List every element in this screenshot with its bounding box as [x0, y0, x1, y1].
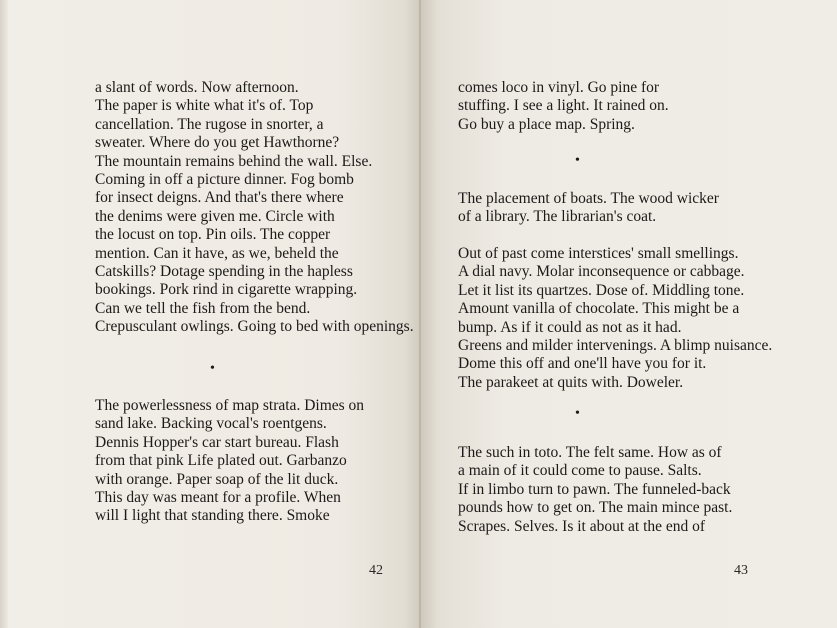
- text-line: a slant of words. Now afternoon.: [95, 79, 299, 96]
- text-line: Out of past come interstices' small smellings.: [458, 245, 739, 262]
- text-line: A dial navy. Molar inconsequence or cabbage.: [458, 263, 745, 281]
- text-line: The such in toto. The felt same. How as of: [458, 444, 722, 461]
- text-line: the locust on top. Pin oils. The copper: [95, 226, 331, 244]
- text-line: The mountain remains behind the wall. Else.: [95, 152, 373, 170]
- right-page: [421, 0, 837, 628]
- page-edge-shadow: [0, 0, 8, 628]
- stanza-separator: •: [575, 406, 580, 421]
- text-line: from that pink Life plated out. Garbanzo: [95, 452, 347, 470]
- right-stanza-4: [458, 444, 732, 536]
- text-line: Greens and milder intervenings. A blimp nuisance.: [458, 336, 773, 354]
- right-stanza-3: [458, 245, 772, 392]
- text-line: of a library. The librarian's coat.: [458, 208, 657, 226]
- text-line: If in limbo turn to pawn. The funneled-back: [458, 480, 731, 498]
- text-line: comes loco in vinyl. Go pine for: [458, 79, 660, 96]
- text-line: Crepusculant owlings. Going to bed with openings.: [95, 318, 414, 336]
- text-line: Amount vanilla of chocolate. This might be a: [458, 300, 740, 318]
- text-line: for insect deigns. And that's there where: [95, 189, 344, 207]
- text-line: with orange. Paper soap of the lit duck.: [95, 470, 339, 488]
- stanza-separator: •: [575, 153, 580, 168]
- text-line: Can we tell the fish from the bend.: [95, 299, 311, 317]
- text-line: pounds how to get on. The main mince past.: [458, 499, 733, 517]
- text-line: This day was meant for a profile. When: [95, 488, 341, 506]
- right-stanza-2: [458, 190, 719, 227]
- text-line: Go buy a place map. Spring.: [458, 115, 635, 133]
- text-line: The parakeet at quits with. Doweler.: [458, 373, 684, 391]
- right-stanza-1: [458, 79, 669, 134]
- text-line: stuffing. I see a light. It rained on.: [458, 97, 669, 115]
- text-line: Dennis Hopper's car start bureau. Flash: [95, 433, 339, 451]
- text-line: The placement of boats. The wood wicker: [458, 190, 719, 207]
- text-line: The paper is white what it's of. Top: [95, 97, 314, 115]
- text-line: bookings. Pork rind in cigarette wrapping.: [95, 281, 358, 299]
- text-line: Let it list its quartzes. Dose of. Middling tone.: [458, 281, 745, 299]
- stanza-separator: •: [210, 361, 215, 376]
- text-line: the denims were given me. Circle with: [95, 207, 335, 225]
- text-line: Catskills? Dotage spending in the hapless: [95, 262, 353, 280]
- text-line: The powerlessness of map strata. Dimes on: [95, 397, 365, 414]
- left-stanza-2: [95, 397, 364, 526]
- page-number-left: 42: [369, 563, 383, 578]
- text-line: a main of it could come to pause. Salts.: [458, 462, 702, 480]
- text-line: sweater. Where do you get Hawthorne?: [95, 134, 340, 152]
- text-line: Scrapes. Selves. Is it about at the end of: [458, 517, 706, 535]
- text-line: Dome this off and one'll have you for it.: [458, 355, 707, 373]
- text-line: sand lake. Backing vocal's roentgens.: [95, 415, 327, 433]
- page-number-right: 43: [734, 563, 748, 578]
- text-line: will I light that standing there. Smoke: [95, 507, 330, 525]
- left-stanza-1: [95, 79, 414, 336]
- text-line: bump. As if it could as not as it had.: [458, 318, 682, 336]
- text-line: Coming in off a picture dinner. Fog bomb: [95, 170, 354, 188]
- text-line: cancellation. The rugose in snorter, a: [95, 115, 324, 133]
- text-line: mention. Can it have, as we, beheld the: [95, 244, 339, 262]
